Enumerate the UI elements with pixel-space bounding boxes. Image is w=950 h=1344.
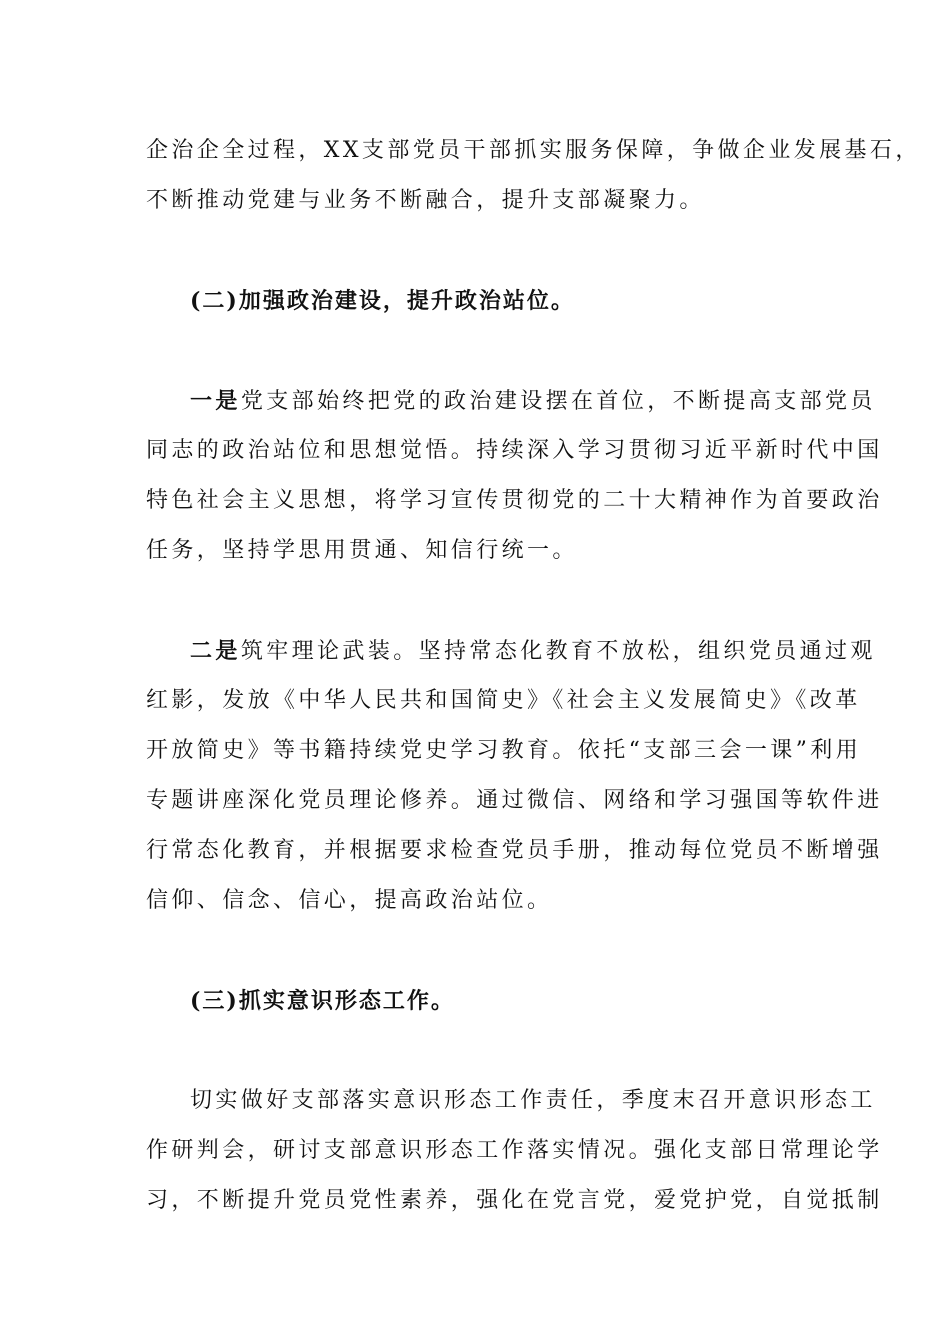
paragraph-line: 不断推动党建与业务不断融合，提升支部凝聚力。 bbox=[146, 188, 705, 213]
paragraph-text: 筑牢理论武装。坚持常态化教育不放松，组织党员通过观 bbox=[240, 639, 876, 664]
paragraph-line: 开放简史》等书籍持续党史学习教育。依托“支部三会一课”利用 bbox=[146, 738, 862, 763]
paragraph-lead: 一是 bbox=[190, 388, 241, 414]
paragraph-line: 同志的政治站位和思想觉悟。持续深入学习贯彻习近平新时代中国 bbox=[146, 438, 883, 463]
section-heading: (三)抓实意识形态工作。 bbox=[190, 988, 455, 1014]
paragraph-first-line: 切实做好支部落实意识形态工作责任，季度末召开意识形态工 bbox=[190, 1088, 876, 1113]
section-heading: (二)加强政治建设，提升政治站位。 bbox=[190, 288, 575, 314]
paragraph-line: 任务，坚持学思用贯通、知信行统一。 bbox=[146, 538, 578, 563]
paragraph-line: 信仰、信念、信心，提高政治站位。 bbox=[146, 888, 553, 913]
paragraph-line: 专题讲座深化党员理论修养。通过微信、网络和学习强国等软件进 bbox=[146, 788, 883, 813]
paragraph-text: 党支部始终把党的政治建设摆在首位，不断提高支部党员 bbox=[240, 389, 876, 414]
paragraph-line: 作研判会，研讨支部意识形态工作落实情况。强化支部日常理论学 bbox=[146, 1138, 883, 1163]
paragraph-first-line bbox=[190, 636, 890, 667]
paragraph-line: 企治企全过程，XX支部党员干部抓实服务保障，争做企业发展基石， bbox=[146, 138, 921, 163]
paragraph-first-line bbox=[190, 386, 890, 417]
paragraph-lead: 二是 bbox=[190, 638, 241, 664]
paragraph-line: 特色社会主义思想，将学习宣传贯彻党的二十大精神作为首要政治 bbox=[146, 488, 883, 513]
paragraph-line: 习，不断提升党员党性素养，强化在党言党，爱党护党，自觉抵制 bbox=[146, 1188, 883, 1213]
paragraph-line: 行常态化教育，并根据要求检查党员手册，推动每位党员不断增强 bbox=[146, 838, 883, 863]
paragraph-line: 红影，发放《中华人民共和国简史》《社会主义发展简史》《改革 bbox=[146, 688, 861, 713]
